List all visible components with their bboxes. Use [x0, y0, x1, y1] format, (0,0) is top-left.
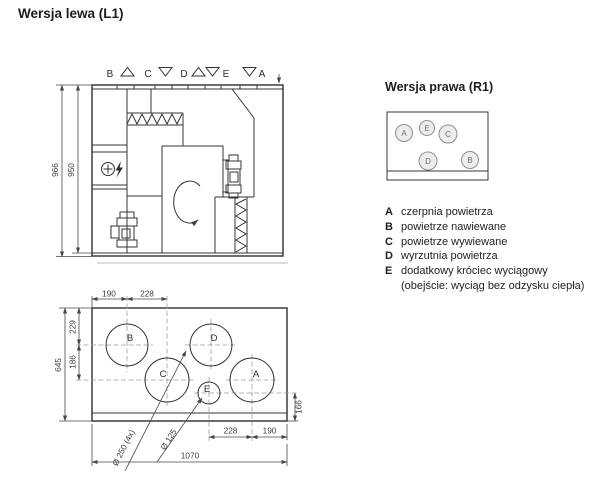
- dim-right-166: 166: [293, 400, 304, 414]
- page-title-right-version: Wersja prawa (R1): [385, 80, 494, 94]
- dim-966-label: 966: [50, 163, 60, 177]
- fan-rotation-icon: [174, 181, 200, 223]
- dim-left-229: 229: [67, 320, 78, 334]
- dim-dia-250: Ø 250 (4x): [109, 427, 137, 468]
- legend-key: C: [385, 235, 393, 248]
- dim-bottom-228: 228: [223, 425, 238, 436]
- duct-circles: [106, 324, 274, 404]
- lightning-icon: [116, 161, 124, 178]
- l1-exchanger-hatch: [235, 197, 247, 253]
- triangle-up-icon: [121, 68, 134, 77]
- legend-key: E: [385, 265, 393, 278]
- legend-key: A: [385, 206, 393, 218]
- legend-text: powietrze nawiewane: [401, 220, 507, 233]
- l1-power-symbols: [102, 161, 124, 178]
- dim-bottom-190: 190: [262, 425, 277, 436]
- legend-row: [385, 205, 584, 220]
- l1-unit-outline: [92, 85, 288, 263]
- r1-panel-view: [387, 112, 488, 180]
- legend-note: (obejście: wyciąg bez odzysku ciepła): [401, 279, 585, 292]
- r1-port-d-label: D: [425, 157, 431, 166]
- legend-row: [385, 264, 584, 279]
- r1-ports: [396, 121, 479, 171]
- dim-left-645: 645: [53, 358, 63, 372]
- duct-e-label: E: [203, 384, 211, 395]
- port-legend: [385, 205, 584, 294]
- plus-cross-icon: [104, 165, 113, 174]
- duct-d-label: D: [210, 333, 218, 344]
- triangle-down-icon: [159, 68, 172, 77]
- dim-dia-125: Ø 125: [158, 427, 179, 452]
- port-label-a: A: [258, 69, 266, 80]
- duct-b-label: B: [126, 333, 134, 344]
- legend-key: D: [385, 250, 393, 263]
- r1-port-a-label: A: [401, 129, 407, 138]
- triangle-down-icon: [243, 68, 256, 77]
- dim-top-190: 190: [102, 288, 116, 299]
- port-label-b: B: [106, 69, 114, 80]
- l1-port-labels: [107, 68, 279, 84]
- page-title-left-version: Wersja lewa (L1): [18, 6, 124, 21]
- port-label-d: D: [180, 69, 188, 80]
- port-label-c: C: [144, 69, 152, 80]
- bottom-plan-view: [53, 289, 304, 472]
- r1-port-b-label: B: [467, 156, 473, 165]
- port-label-e: E: [222, 69, 230, 80]
- l1-internal-partitions: [92, 89, 254, 253]
- legend-text: wyrzutnia powietrza: [401, 250, 498, 263]
- legend-key: B: [385, 220, 393, 233]
- l1-right-actuator: [223, 155, 241, 198]
- duct-a-label: A: [252, 369, 260, 380]
- r1-port-e-label: E: [424, 124, 430, 133]
- r1-port-c-label: C: [445, 130, 451, 139]
- plan-dimensions: [53, 289, 304, 467]
- l1-left-actuator: [111, 212, 137, 247]
- duct-c-label: C: [159, 369, 167, 380]
- legend-text: dodatkowy króciec wyciągowy: [401, 265, 548, 278]
- legend-text: powietrze wywiewane: [401, 235, 508, 248]
- l1-filter-hatch: [127, 113, 183, 125]
- dim-left-186: 186: [67, 355, 78, 369]
- l1-dimensions: [50, 85, 92, 257]
- legend-row: [385, 249, 584, 264]
- l1-side-view: [50, 68, 288, 264]
- dim-950-label: 950: [66, 163, 76, 177]
- triangle-up-icon: [192, 68, 205, 77]
- legend-row: [385, 235, 584, 250]
- legend-text: czerpnia powietrza: [401, 206, 493, 218]
- dim-top-228: 228: [140, 288, 154, 299]
- legend-row: [385, 220, 584, 235]
- dim-bottom-1070: 1070: [180, 450, 200, 461]
- triangle-down-icon: [206, 68, 219, 77]
